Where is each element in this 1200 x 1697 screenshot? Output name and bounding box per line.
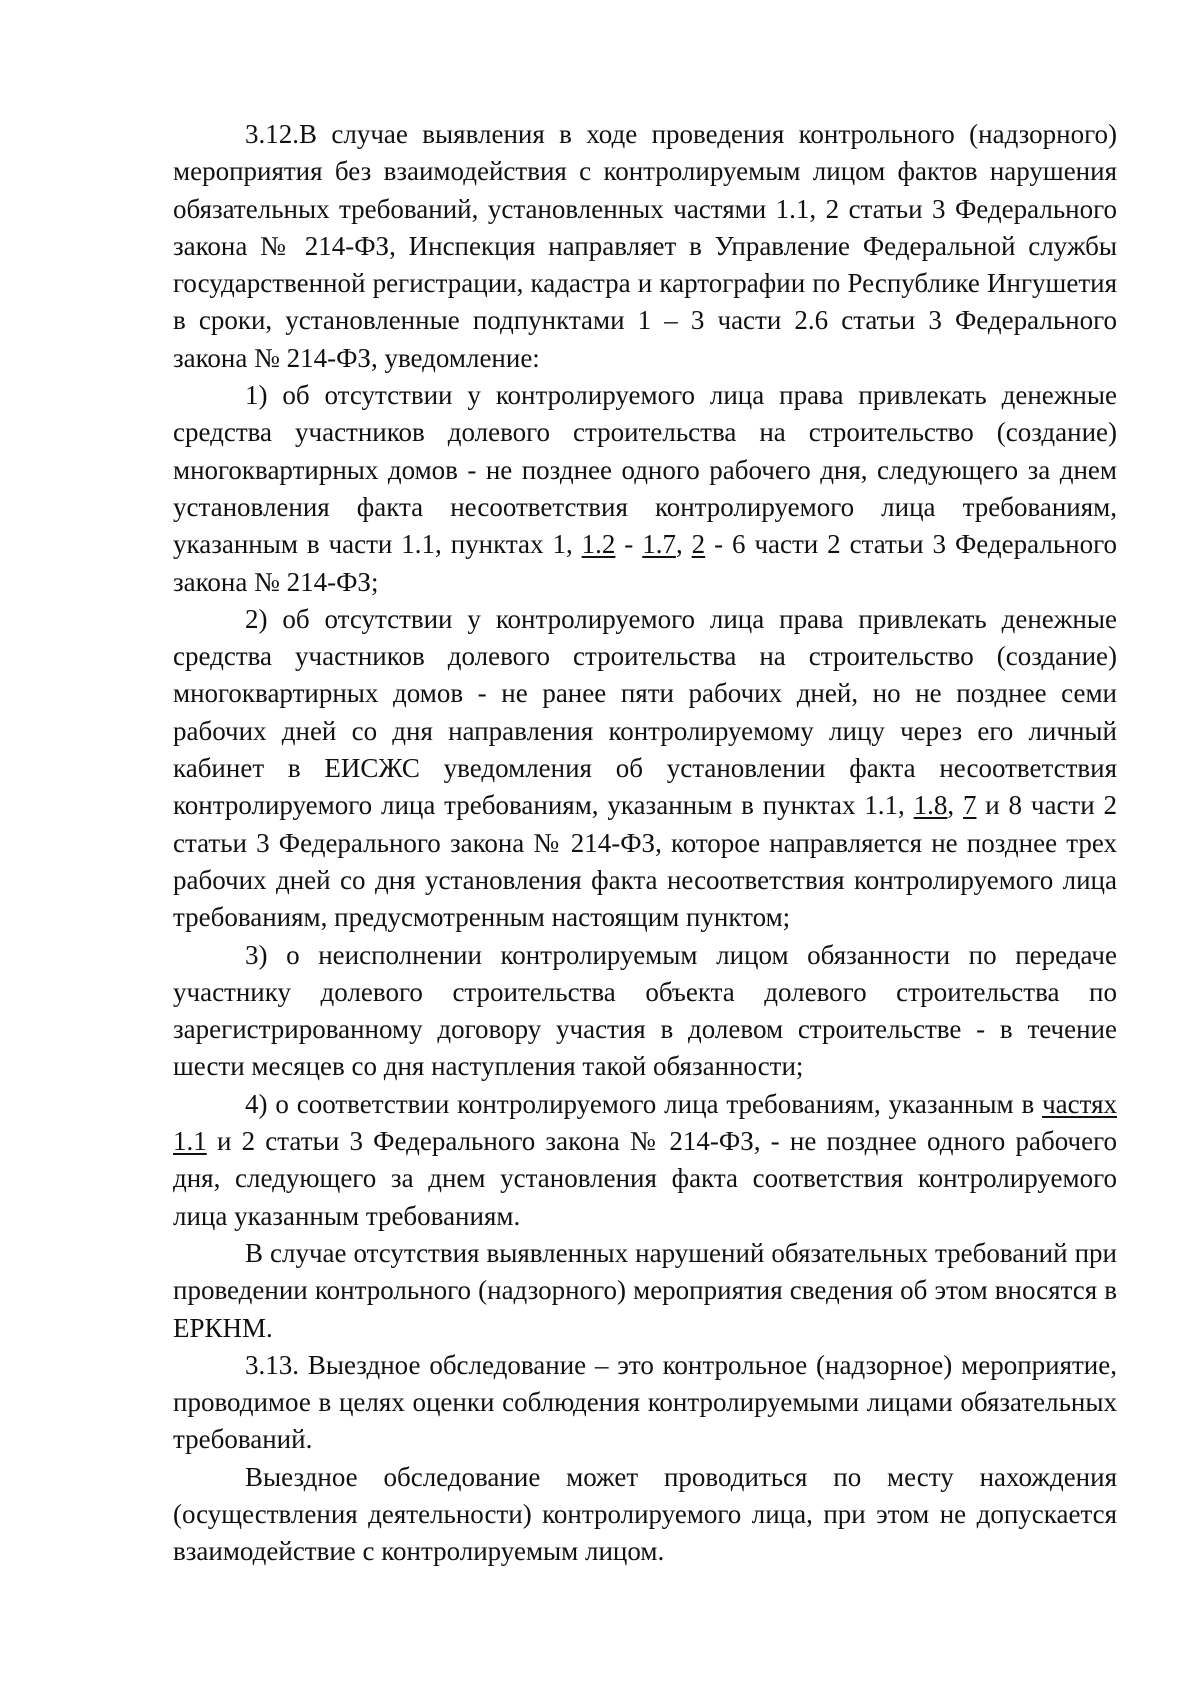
paragraph-item-4 [173,1086,1117,1235]
paragraph-no-violations: В случае отсутствия выявленных нарушений обязательных требований при проведении контрольного (надзорного) мероприятия сведения об этом вносятся в ЕРКНМ. [173,1237,1117,1343]
item-4-text-a: 4) о соответствии контролируемого лица требованиям, указанным в [245,1088,1043,1119]
item-1-text-d: - 6 части 2 статьи 3 Федерального закона № 214-ФЗ; [173,529,1117,597]
paragraph-item-2 [173,601,1117,937]
link-7[interactable]: 7 [962,790,977,821]
paragraph-item-1 [173,377,1117,601]
link-2[interactable]: 2 [691,529,706,560]
document-page [173,116,1117,1571]
item-2-text-b: , [947,790,963,821]
link-1-7[interactable]: 1.7 [642,529,676,560]
paragraph-3-13: 3.13. Выездное обследование – это контрольное (надзорное) мероприятие, проводимое в целях оценки соблюдения контролируемыми лицами обязательных требований. [173,1349,1117,1455]
item-1-text-a: 1) об отсутствии у контролируемого лица права привлекать денежные средства участников долевого строительства на строительство (создание) многоквартирных домов - не позднее одного рабочего дня, следующего за днем установления факта несоответствия контролируемого лица требованиям, указанным в части 1.1, пунктах 1, [173,380,1117,560]
link-1-2[interactable]: 1.2 [581,529,616,560]
item-2-text-c: и 8 части 2 статьи 3 Федерального закона № 214-ФЗ, которое направляется не позднее трех рабочих дней со дня установления факта несоответствия контролируемого лица требованиям, предусмотренным настоящим пунктом; [173,790,1117,933]
item-4-text-b: и 2 статьи 3 Федерального закона № 214-ФЗ, - не позднее одного рабочего дня, следующего за днем установления факта соответствия контролируемого лица указанным требованиям. [173,1126,1117,1231]
item-1-text-b: - [615,529,643,560]
link-1-8[interactable]: 1.8 [913,790,948,821]
paragraph-item-3: 3) о неисполнении контролируемым лицом обязанности по передаче участнику долевого строительства объекта долевого строительства по зарегистрированному договору участия в долевом строительстве - в течение шести месяцев со дня наступления такой обязанности; [173,939,1117,1082]
item-1-text-c: , [675,529,692,560]
link-chasti-1-1[interactable]: частях 1.1 [173,1088,1117,1157]
paragraph-onsite-inspection: Выездное обследование может проводиться по месту нахождения (осуществления деятельности) контролируемого лица, при этом не допускается взаимодействие с контролируемым лицом. [173,1461,1117,1567]
paragraph-3-12: 3.12.В случае выявления в ходе проведения контрольного (надзорного) мероприятия без взаимодействия с контролируемым лицом фактов нарушения обязательных требований, установленных частями 1.1, 2 статьи 3 Федерального закона № 214-ФЗ, Инспекция направляет в Управление Федеральной службы государственной регистрации, кадастра и картографии по Республике Ингушетия в сроки, установленные подпунктами 1 – 3 части 2.6 статьи 3 Федерального закона № 214-ФЗ, уведомление: [173,119,1117,373]
item-2-text-a: 2) об отсутствии у контролируемого лица права привлекать денежные средства участников долевого строительства на строительство (создание) многоквартирных домов - не ранее пяти рабочих дней, но не позднее семи рабочих дней со дня направления контролируемому лицу через его личный кабинет в ЕИСЖС уведомления об установлении факта несоответствия контролируемого лица требованиям, указанным в пунктах 1.1, [173,603,1117,821]
